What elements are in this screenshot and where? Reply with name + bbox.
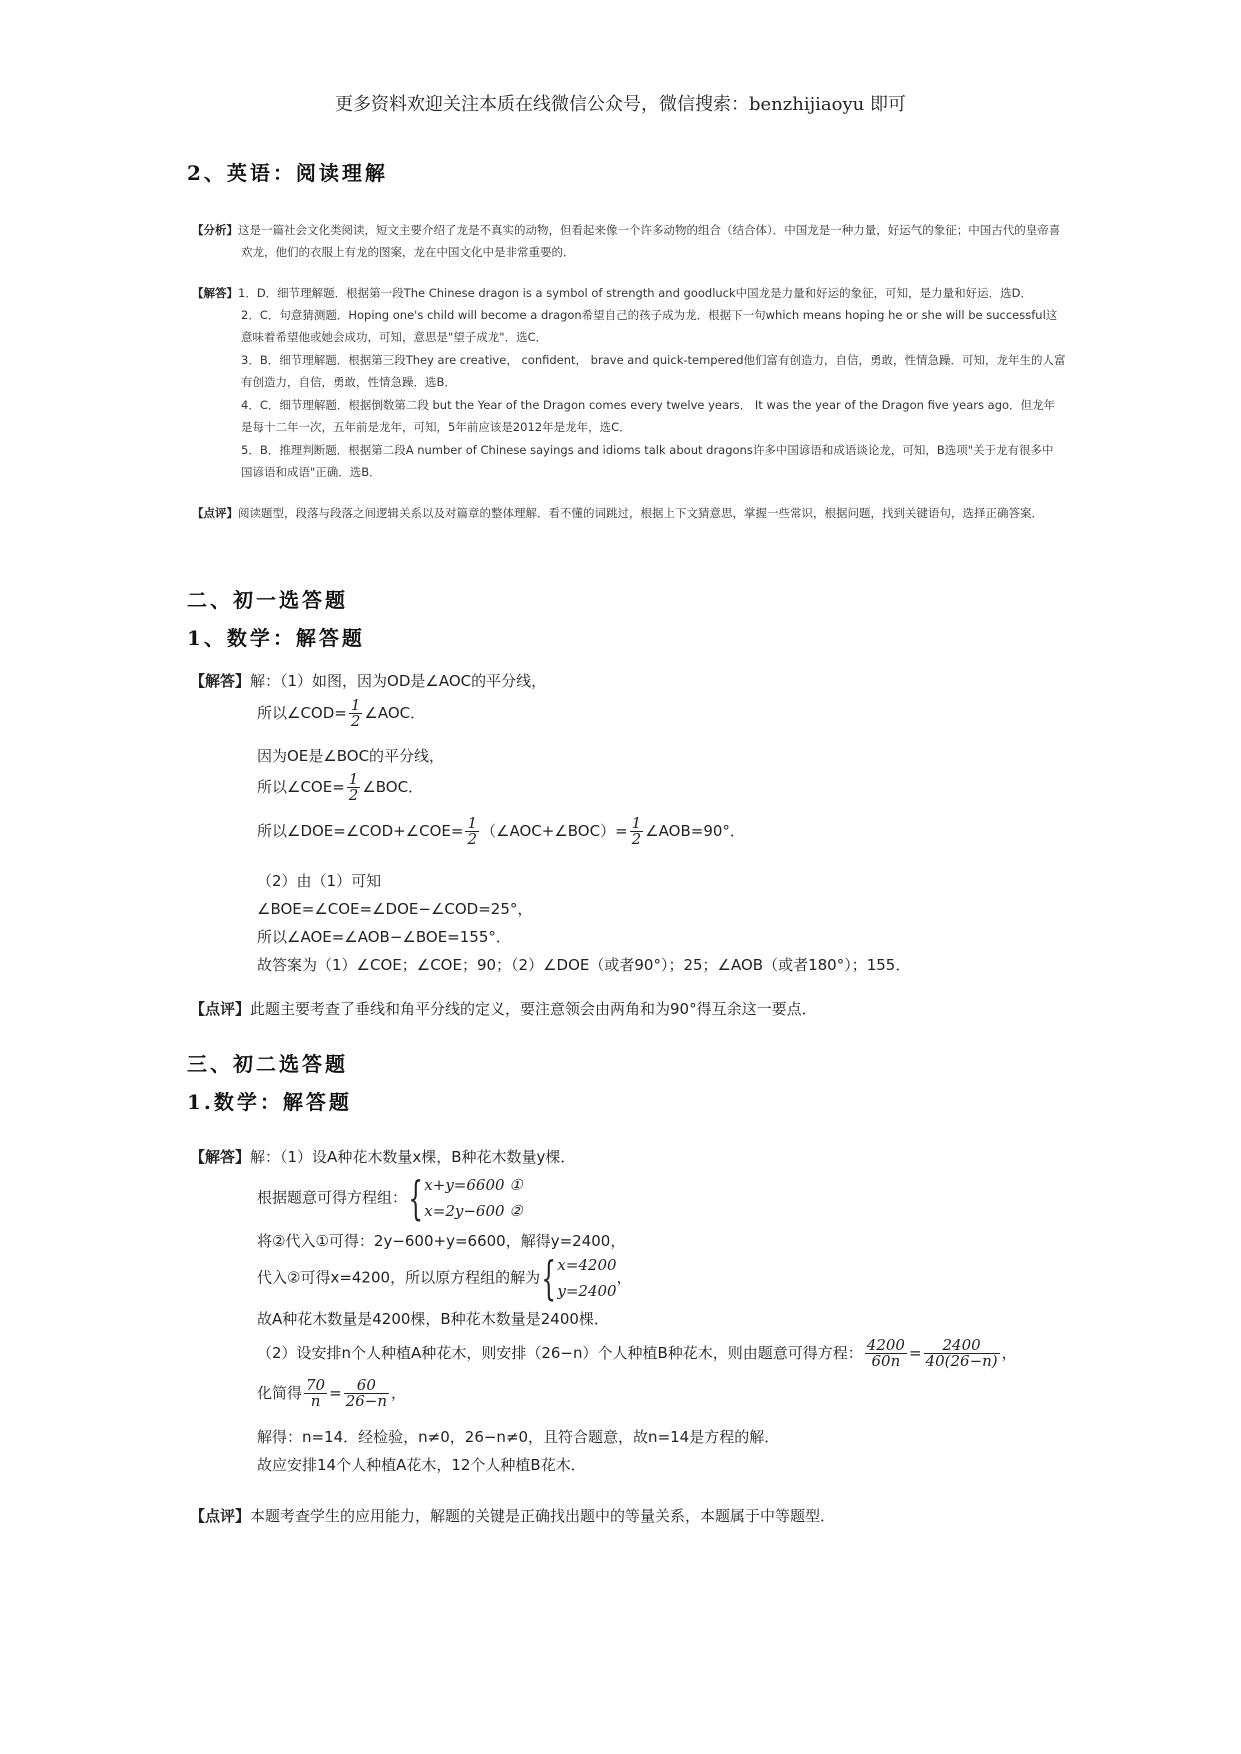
comment-text: 此题主要考查了垂线和角平分线的定义，要注意领会由两角和为90°得互余这一要点． <box>250 1000 817 1018</box>
analysis-line: 这是一篇社会文化类阅读，短文主要介绍了龙是不真实的动物，但看起来像一个许多动物的组合（结合体）．中国龙是一种力量，好运气的象征；中国古代的皇帝喜 <box>238 223 1061 237</box>
frac-num: 60 <box>344 1378 389 1394</box>
comment-text: 阅读题型，段落与段落之间逻辑关系以及对篇章的整体理解．看不懂的词跳过，根据上下文猜意思，掌握一些常识，根据问题，找到关键语句，选择正确答案． <box>238 506 1043 520</box>
line-text: 所以∠COE= <box>257 778 345 796</box>
grade2-comment <box>190 1505 835 1526</box>
answer-line <box>257 698 425 729</box>
frac-num: 70 <box>306 1376 326 1394</box>
frac-num: 1 <box>467 814 478 832</box>
comment-text: 本题考查学生的应用能力，解题的关键是正确找出题中的等量关系，本题属于中等题型． <box>250 1507 836 1525</box>
equation: y=2400 <box>557 1282 617 1300</box>
answer-line: 国谚语和成语"正确．选B． <box>241 465 381 479</box>
answer-tag: 【解答】 <box>190 1148 251 1166</box>
line-text: ， <box>391 1384 407 1402</box>
fraction <box>344 1378 389 1409</box>
answer-line <box>257 1378 406 1409</box>
analysis-tag: 【分析】 <box>192 223 238 237</box>
line-text: 所以∠COD= <box>257 704 347 722</box>
line-text: （2）设安排n个人种植A种花木，则安排（26−n）个人种植B种花木，则由题意可得方程： <box>257 1344 863 1362</box>
answer-line: 1．D．细节理解题．根据第一段The Chinese dragon is a symbol of strength and goodluck中国龙是力量和好运的象征，可知，是力量和好运．选D． <box>238 286 1033 300</box>
line-text: 代入②可得x=4200，所以原方程组的解为 <box>257 1268 541 1287</box>
answer-line: 故答案为（1）∠COE；∠COE；90；（2）∠DOE（或者90°）；25；∠AOB（或者180°）；155． <box>257 956 911 974</box>
frac-num: 1 <box>631 814 642 832</box>
equals-sign: = <box>908 1344 922 1362</box>
line-text: （∠AOC+∠BOC）= <box>481 822 628 840</box>
frac-den: 26−n <box>345 1392 388 1410</box>
fraction-half <box>349 698 363 729</box>
line-text: ∠AOC． <box>364 704 426 722</box>
comment-tag: 【点评】 <box>190 1000 251 1018</box>
english-answer <box>192 282 1152 492</box>
frac-den: 2 <box>631 830 642 848</box>
answer-line: 4．C．细节理解题．根据倒数第二段 but the Year of the Dragon comes every twelve years． It was the year of the Dragon five years ago．但龙年 <box>241 398 1056 412</box>
grade2-answer <box>190 1146 1090 1486</box>
section-grade2-subtitle: 1.数学：解答题 <box>187 1090 352 1114</box>
equation: x+y=6600 ① <box>424 1176 523 1194</box>
line-text: ， <box>616 1268 632 1287</box>
grade1-comment <box>190 998 817 1019</box>
fraction <box>865 1338 907 1369</box>
section-english-title: 2、英语：阅读理解 <box>187 161 388 185</box>
frac-den: n <box>310 1392 321 1410</box>
answer-line: 是每十二年一次，五年前是龙年，可知，5年前应该是2012年是龙年，选C． <box>241 420 631 434</box>
answer-line <box>257 1338 1017 1369</box>
frac-den: 2 <box>350 712 361 730</box>
answer-line: 因为OE是∠BOC的平分线， <box>257 747 445 765</box>
frac-den: 2 <box>467 830 478 848</box>
line-text: 所以∠DOE=∠COD+∠COE= <box>257 822 464 840</box>
left-brace: { <box>408 1171 423 1225</box>
line-text: ∠AOB=90°． <box>645 822 745 840</box>
line-text: ∠BOC． <box>362 778 424 796</box>
answer-line: 2．C．句意猜测题．Hoping one's child will become a dragon希望自己的孩子成为龙．根据下一句which means hoping he or she will be successful这 <box>241 308 1058 322</box>
grade1-answer <box>190 670 1090 990</box>
answer-line <box>257 772 423 803</box>
answer-line: 故应安排14个人种植A花木，12个人种植B花木． <box>257 1456 586 1474</box>
frac-num: 4200 <box>866 1336 905 1354</box>
analysis-line: 欢龙，他们的衣服上有龙的图案，龙在中国文化中是非常重要的． <box>241 245 575 259</box>
answer-line: 解：（1）设A种花木数量x棵，B种花木数量y棵． <box>250 1148 576 1166</box>
equation: x=4200 <box>557 1256 617 1274</box>
answer-line: 有创造力，自信，勇敢，性情急躁．选B． <box>241 375 456 389</box>
comment-tag: 【点评】 <box>192 506 238 520</box>
equation-system <box>424 1172 522 1224</box>
frac-num: 1 <box>350 696 361 714</box>
answer-line: 意味着希望他或她会成功，可知，意思是"望子成龙"．选C． <box>241 330 548 344</box>
comment-tag: 【点评】 <box>190 1507 251 1525</box>
page-header: 更多资料欢迎关注本质在线微信公众号，微信搜索：benzhijiaoyu 即可 <box>335 94 906 115</box>
answer-line: 3．B．细节理解题．根据第三段They are creative， confident， brave and quick-tempered他们富有创造力，自信，勇敢，性情急躁．可知，龙年生的人富 <box>241 353 1066 367</box>
answer-line: 将②代入①可得：2y−600+y=6600，解得y=2400， <box>257 1232 626 1250</box>
section-grade1-title: 二、初一选答题 <box>187 588 348 612</box>
answer-line: 5．B．推理判断题．根据第二段A number of Chinese sayings and idioms talk about dragons许多中国谚语和成语谈论龙，可知，B选项"关于龙有很多中 <box>241 443 1054 457</box>
answer-line: 故A种花木数量是4200棵，B种花木数量是2400棵． <box>257 1310 609 1328</box>
answer-line: ∠BOE=∠COE=∠DOE−∠COD=25°， <box>257 900 533 918</box>
equation: x=2y−600 ② <box>424 1202 523 1220</box>
section-grade2-title: 三、初二选答题 <box>187 1052 348 1076</box>
left-brace: { <box>541 1251 557 1305</box>
frac-num: 2400 <box>924 1338 1000 1354</box>
fraction-half <box>465 816 479 847</box>
frac-den: 2 <box>348 786 359 804</box>
line-text: 根据题意可得方程组： <box>257 1188 408 1207</box>
line-text: ， <box>1001 1344 1017 1362</box>
answer-tag: 【解答】 <box>192 286 238 300</box>
frac-den: 40(26−n) <box>925 1352 998 1370</box>
answer-line: 解：（1）如图，因为OD是∠AOC的平分线， <box>250 672 547 690</box>
answer-tag: 【解答】 <box>190 672 251 690</box>
frac-num: 1 <box>348 770 359 788</box>
fraction <box>924 1338 1000 1369</box>
answer-line <box>257 1172 523 1224</box>
section-grade1-subtitle: 1、数学：解答题 <box>187 626 365 650</box>
answer-line <box>257 816 745 847</box>
fraction <box>304 1378 327 1409</box>
answer-line: （2）由（1）可知 <box>257 872 382 890</box>
answer-line: 所以∠AOE=∠AOB−∠BOE=155°． <box>257 928 511 946</box>
answer-line <box>257 1252 632 1304</box>
solution-system <box>557 1252 616 1304</box>
fraction-half <box>347 772 361 803</box>
line-text: 化简得 <box>257 1384 303 1402</box>
fraction-half <box>630 816 644 847</box>
answer-line: 解得：n=14．经检验，n≠0，26−n≠0，且符合题意，故n=14是方程的解． <box>257 1428 780 1446</box>
equals-sign: = <box>329 1384 342 1402</box>
frac-den: 60n <box>871 1352 901 1370</box>
